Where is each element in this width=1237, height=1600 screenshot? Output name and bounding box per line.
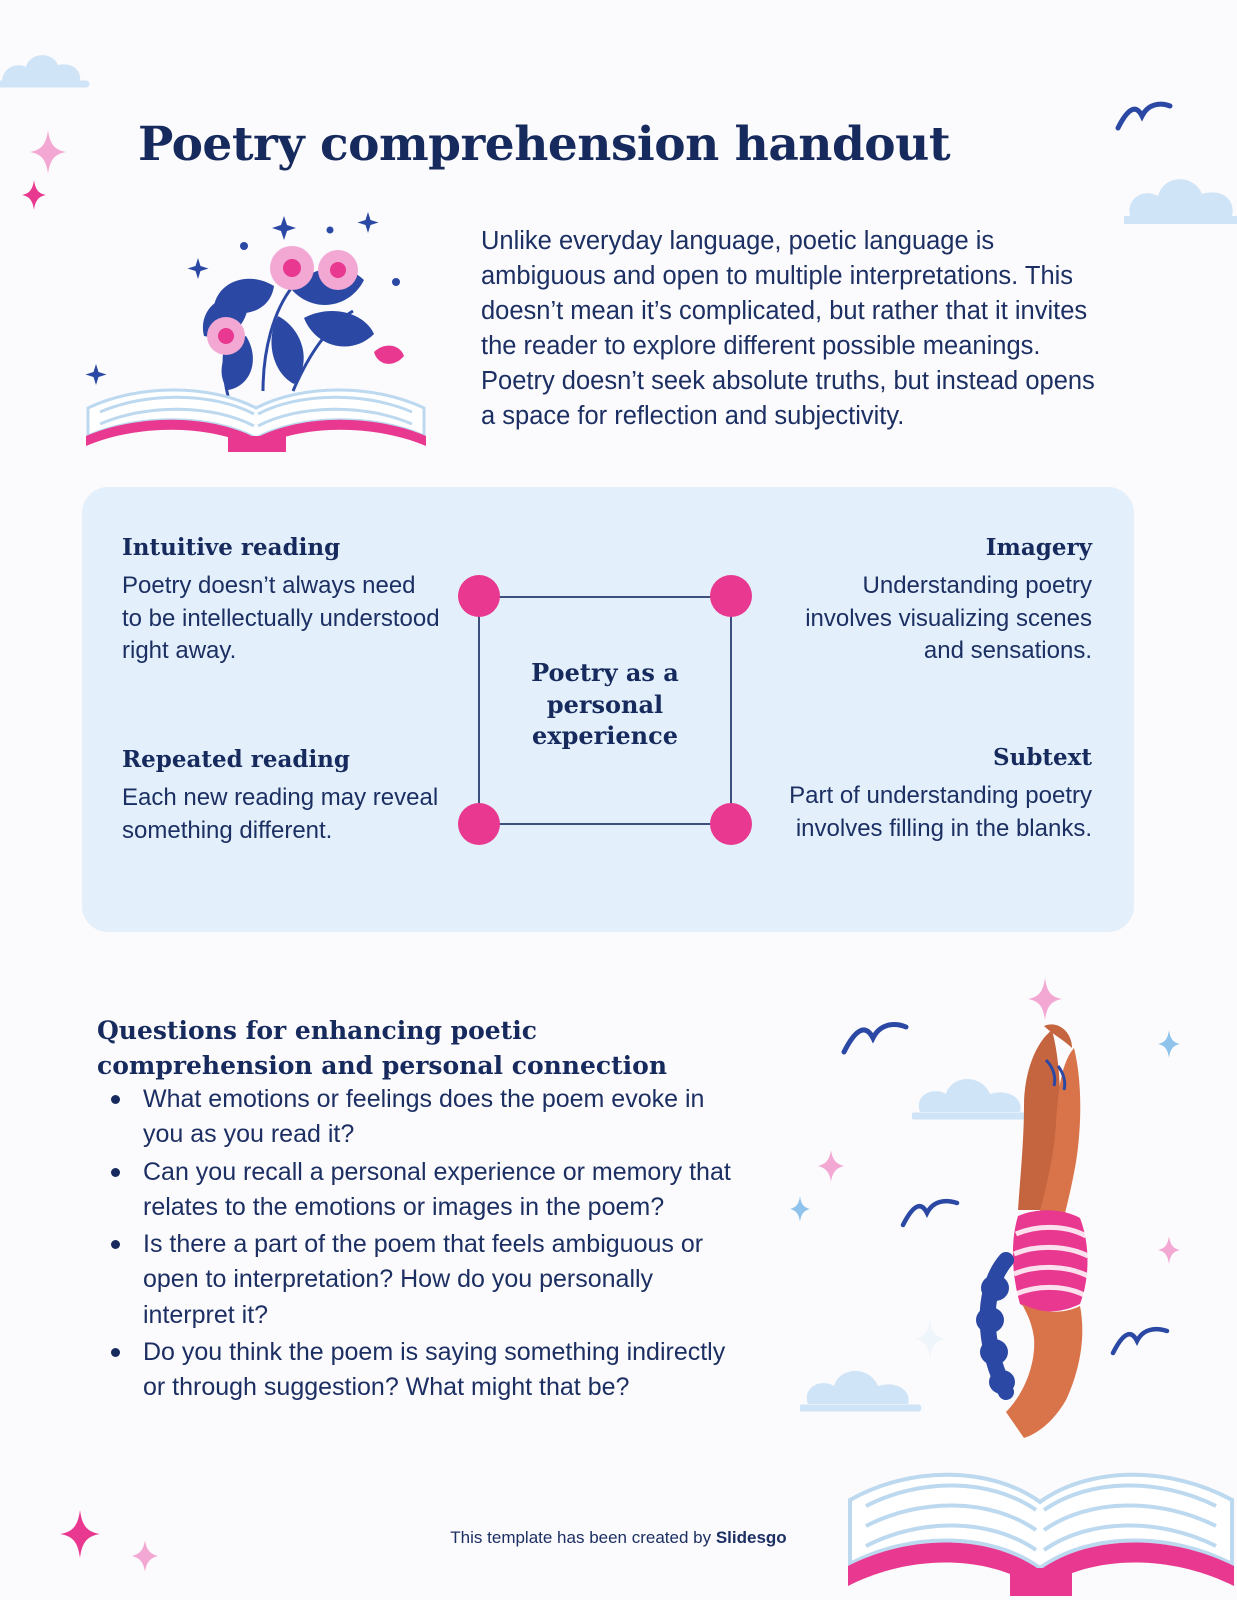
intro-paragraph: Unlike everyday language, poetic language is ambiguous and open to multiple interpretations. This doesn’t mean it’s complicated, but rather that it invites the reader to explore different possible meanings. Poetry doesn’t seek absolute truths, but instead opens a space for reflection and subjectivity.	[481, 226, 1095, 431]
footer-credit	[0, 1528, 1237, 1548]
column-body: Poetry doesn’t always need to be intellectually understood right away.	[122, 572, 440, 665]
bullet-icon	[111, 1240, 120, 1249]
panel-column-imagery	[772, 534, 1092, 668]
diagram-line-left	[478, 596, 480, 825]
sparkle-icon	[22, 180, 46, 210]
list-item	[97, 1335, 737, 1406]
diagram-center-label: Poetry as a personal experience	[531, 658, 679, 751]
column-heading: Intuitive reading	[122, 534, 341, 561]
footer-brand: Slidesgo	[715, 1528, 787, 1547]
bullet-icon	[111, 1095, 120, 1104]
diagram-node-bottom-right	[710, 803, 752, 845]
cloud-bottom-right-icon	[800, 1360, 930, 1423]
list-item	[97, 1155, 737, 1226]
diagram-node-top-left	[458, 575, 500, 617]
column-heading: Imagery	[985, 534, 1092, 561]
sparkle-icon	[1158, 1236, 1180, 1264]
questions-title: Questions for enhancing poetic comprehension and personal connection	[97, 1015, 668, 1080]
diagram-node-top-right	[710, 575, 752, 617]
list-item-text: Can you recall a personal experience or memory that relates to the emotions or images in the poem?	[143, 1157, 731, 1221]
diagram-line-top	[479, 596, 731, 598]
diagram-line-right	[730, 596, 732, 825]
column-heading: Subtext	[992, 744, 1092, 771]
sparkle-icon	[1028, 978, 1062, 1020]
page-title: Poetry comprehension handout	[138, 117, 951, 173]
cloud-top-left-icon	[0, 38, 110, 95]
diagram-node-bottom-left	[458, 803, 500, 845]
bird-top-right-icon	[1114, 98, 1174, 143]
sparkle-icon	[1158, 1030, 1180, 1058]
bullet-icon	[111, 1348, 120, 1357]
list-item-text: Is there a part of the poem that feels ambiguous or open to interpretation? How do you personally interpret it?	[143, 1230, 704, 1329]
panel-column-subtext	[772, 744, 1092, 845]
column-body: Understanding poetry involves visualizing scenes and sensations.	[805, 572, 1092, 665]
diver-illustration	[940, 1020, 1140, 1440]
bottom-open-book-illustration	[840, 1440, 1237, 1600]
panel-column-repeated-reading	[122, 746, 442, 847]
cloud-top-right-icon	[1124, 160, 1237, 235]
column-body: Each new reading may reveal something different.	[122, 784, 439, 844]
questions-list	[97, 1082, 737, 1407]
column-heading: Repeated reading	[122, 746, 350, 773]
list-item	[97, 1082, 737, 1153]
list-item-text: Do you think the poem is saying something indirectly or through suggestion? What might that be?	[143, 1337, 726, 1401]
bullet-icon	[111, 1168, 120, 1177]
sparkle-icon	[30, 130, 66, 174]
open-book-flowers-illustration	[78, 186, 438, 456]
footer-text: This template has been created by	[450, 1528, 716, 1547]
column-body: Part of understanding poetry involves filling in the blanks.	[789, 782, 1092, 842]
list-item	[97, 1227, 737, 1333]
diagram-line-bottom	[479, 823, 731, 825]
concept-diagram	[455, 575, 755, 845]
sparkle-icon	[818, 1150, 844, 1182]
sparkle-icon	[790, 1196, 810, 1222]
bird-mid-right-icon	[840, 1018, 910, 1067]
list-item-text: What emotions or feelings does the poem evoke in you as you read it?	[143, 1085, 705, 1149]
panel-column-intuitive-reading	[122, 534, 442, 668]
